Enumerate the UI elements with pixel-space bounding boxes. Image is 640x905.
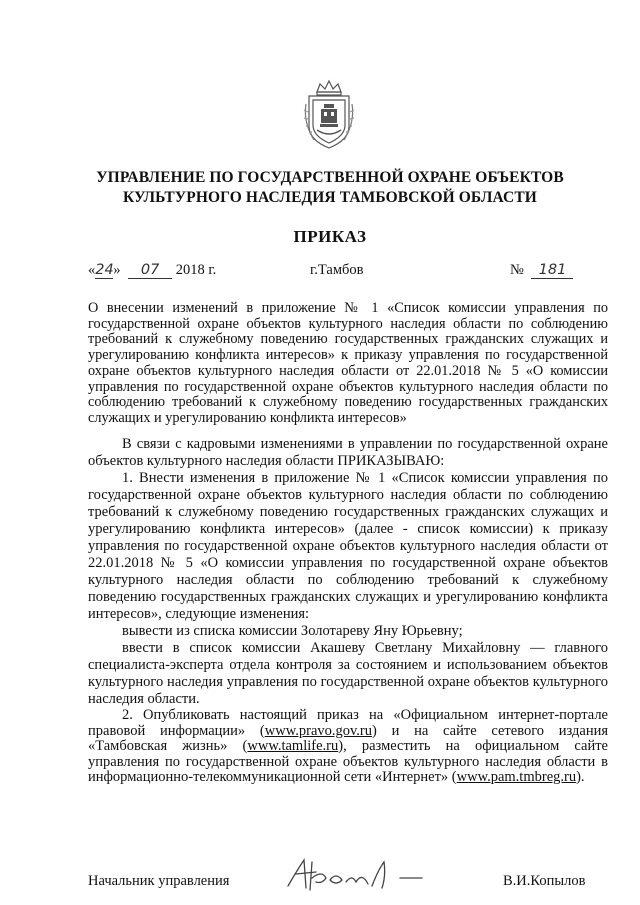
order-number <box>510 262 573 279</box>
signatory-position: Начальник управления <box>88 873 230 889</box>
paragraph-preamble: В связи с кадровыми изменениями в управлении по государственной охране объектов культурного наследия области ПРИКАЗЫВАЮ: <box>88 436 608 469</box>
document-type-title: ПРИКАЗ <box>293 227 367 246</box>
order-place: г.Тамбов <box>310 262 364 278</box>
date-year: 2018 г. <box>175 262 217 278</box>
paragraph-item-1: 1. Внести изменения в приложение № 1 «Список комиссии управления по государственной охране объектов культурного наследия области по соблюдению требований к служебному поведению государственных гражданских служащих и урегулированию конфликта интересов» (далее - список комиссии) к приказу управления по государственной охране объектов культурного наследия области от 22.01.2018 № 5 «О комиссии управления по государственной охране объектов культурного наследия области по соблюдению требований к служебному поведению государственных гражданских служащих и урегулированию конфликта интересов», следующие изменения: <box>88 470 608 622</box>
paragraph-remove-member: вывести из списка комиссии Золотареву Яну Юрьевну; <box>122 623 463 639</box>
date-day: 24 <box>95 262 114 278</box>
order-body <box>88 436 608 786</box>
link-pravo[interactable]: www.pravo.gov.ru <box>264 722 373 739</box>
number-label: № <box>510 262 524 278</box>
number-value: 181 <box>531 262 573 279</box>
paragraph-add-member: ввести в список комиссии Акашеву Светлану Михайловну — главного специалиста-эксперта отдела контроля за состоянием и использованием объектов культурного наследия управления по государственной охране объектов культурного наследия области. <box>88 640 608 707</box>
handwritten-signature <box>282 852 442 896</box>
link-pam[interactable]: www.pam.tmbreg.ru <box>456 769 577 785</box>
paragraph-item-2: 2. Опубликовать настоящий приказ на «Официальном интернет-портале правовой информации» (www.pravo.gov.ru) и на сайте сетевого издания «Тамбовская жизнь» (www.tamlife.ru), разместить на официальном сайте управления по государственной охране объектов культурного наследия области в информационно-телекоммуникационной сети «Интернет» (www.pam.tmbreg.ru). <box>88 707 609 785</box>
coat-of-arms-emblem <box>300 78 358 152</box>
organization-name <box>60 168 600 208</box>
signatory-name: В.И.Копылов <box>503 873 586 889</box>
org-line-1: УПРАВЛЕНИЕ ПО ГОСУДАРСТВЕННОЙ ОХРАНЕ ОБЪЕКТОВ <box>96 169 564 186</box>
org-line-2: КУЛЬТУРНОГО НАСЛЕДИЯ ТАМБОВСКОЙ ОБЛАСТИ <box>123 189 537 206</box>
link-tamlife[interactable]: www.tamlife.ru <box>247 738 339 754</box>
date-month: 07 <box>128 262 172 279</box>
order-date: «24» 07 2018 г. <box>88 262 217 278</box>
order-subject: О внесении изменений в приложение № 1 «Список комиссии управления по государственной охране объектов культурного наследия области по соблюдению требований к служебному поведению государственных гражданских служащих и урегулированию конфликта интересов» к приказу управления по государственной охране объектов культурного наследия области от 22.01.2018 № 5 «О комиссии управления по государственной охране объектов культурного наследия области по соблюдению требований к служебному поведению государственных гражданских служащих и урегулированию конфликта интересов» <box>88 300 608 426</box>
